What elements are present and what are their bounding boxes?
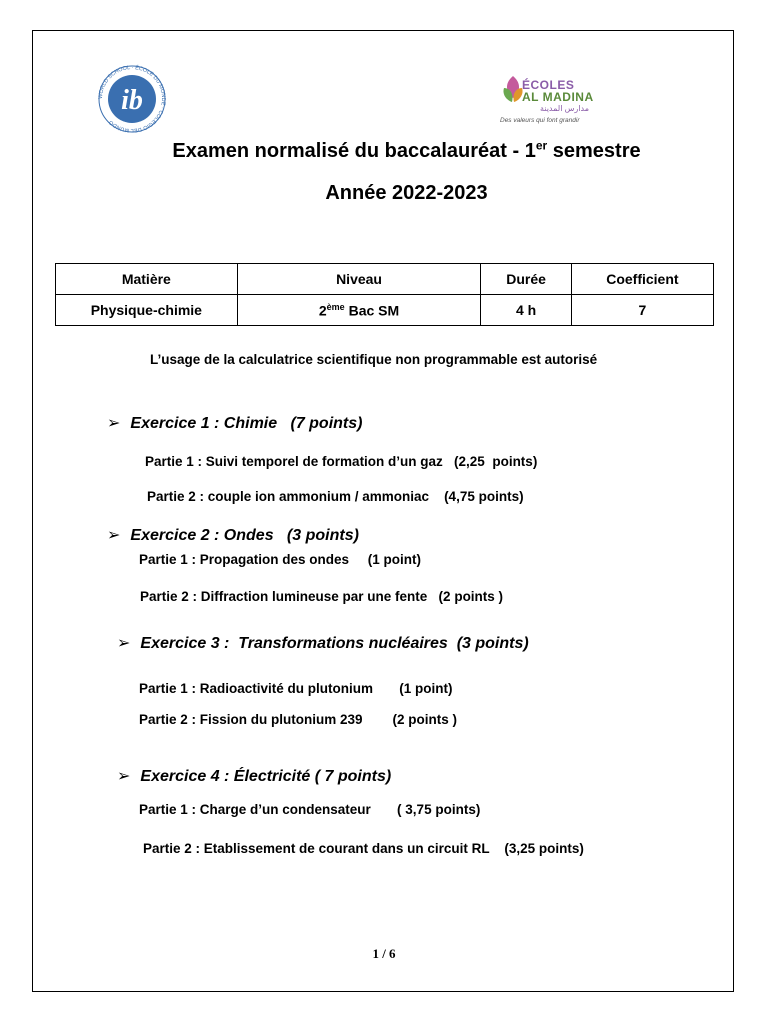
table-header-row <box>56 264 714 295</box>
ib-logo <box>92 64 172 134</box>
exercise-1-part-1: Partie 1 : Suivi temporel de formation d’un gaz (2,25 points) <box>145 454 538 469</box>
exam-year: Année 2022-2023 <box>325 182 488 204</box>
madina-logo-line2: AL MADINA <box>522 90 594 104</box>
arrow-bullet-icon: ➢ <box>107 415 121 432</box>
exercise-4-part-1: Partie 1 : Charge d’un condensateur ( 3,75 points) <box>139 802 481 817</box>
table-row <box>56 295 714 326</box>
exercise-2-title: ➢ Exercice 2 : Ondes (3 points) <box>107 527 359 544</box>
exercise-3-part-2: Partie 2 : Fission du plutonium 239 (2 points ) <box>139 712 458 727</box>
page-number: 1 / 6 <box>372 946 396 961</box>
header-duree: Durée <box>481 264 571 295</box>
exercise-2-part-1: Partie 1 : Propagation des ondes (1 point) <box>139 552 422 567</box>
svg-text:WORLD SCHOOL · ÉCOLE DU MONDE: WORLD SCHOOL · ÉCOLE DU MONDE · COLEGIO DEL MUNDO <box>97 64 167 134</box>
exercise-1-part-2: Partie 2 : couple ion ammonium / ammoniac (4,75 points) <box>147 489 524 504</box>
madina-logo-line1: ÉCOLES <box>522 78 575 92</box>
cell-niveau: 2ème Bac SM <box>237 295 481 326</box>
cell-coefficient: 7 <box>571 295 713 326</box>
exercise-4-part-2: Partie 2 : Etablissement de courant dans un circuit RL (3,25 points) <box>143 841 584 856</box>
arrow-bullet-icon: ➢ <box>117 768 131 785</box>
exercise-1-title: ➢ Exercice 1 : Chimie (7 points) <box>107 415 363 432</box>
exercise-2-part-2: Partie 2 : Diffraction lumineuse par une fente (2 points ) <box>140 589 504 604</box>
calculator-note: L’usage de la calculatrice scientifique non programmable est autorisé <box>150 352 598 367</box>
header-niveau: Niveau <box>237 264 481 295</box>
header-matiere: Matière <box>56 264 238 295</box>
cell-matiere: Physique-chimie <box>56 295 238 326</box>
exercise-3-title: ➢ Exercice 3 : Transformations nucléaires (3 points) <box>117 635 529 652</box>
arrow-bullet-icon: ➢ <box>117 635 131 652</box>
exam-info-table <box>55 263 714 326</box>
exercise-3-part-1: Partie 1 : Radioactivité du plutonium (1 point) <box>139 681 453 696</box>
exam-title: Examen normalisé du baccalauréat - 1er semestre <box>172 138 641 162</box>
cell-duree: 4 h <box>481 295 571 326</box>
arrow-bullet-icon: ➢ <box>107 527 121 544</box>
madina-logo-arabic: مدارس المدينة <box>540 104 589 113</box>
madina-logo-slogan: Des valeurs qui font grandir <box>500 117 580 124</box>
header-coefficient: Coefficient <box>571 264 713 295</box>
svg-text:ib: ib <box>121 85 143 116</box>
exercise-4-title: ➢ Exercice 4 : Électricité ( 7 points) <box>117 768 392 785</box>
